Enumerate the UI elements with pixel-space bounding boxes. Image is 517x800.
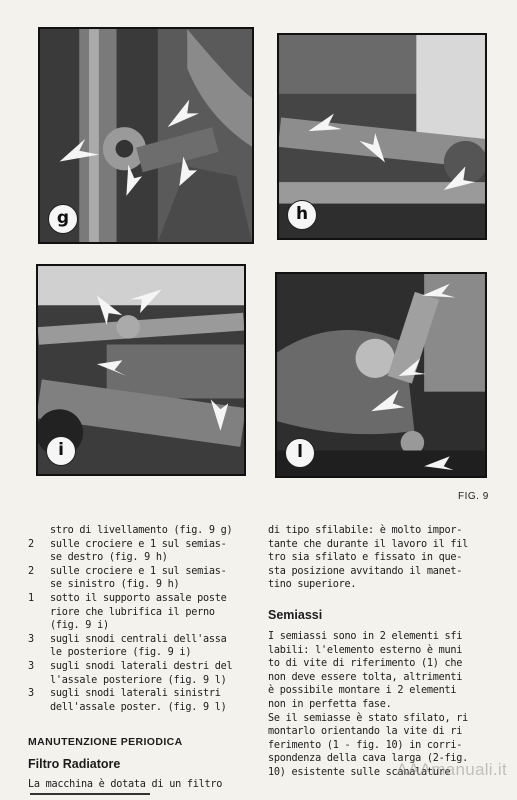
panel-letter-i: i (46, 436, 76, 466)
paragraph-line: montarlo orientando la vite di ri (268, 726, 463, 738)
list-item (28, 687, 256, 714)
paragraph-line: sta posizione avvitando il manet- (268, 565, 463, 577)
panel-letter-h: h (287, 200, 317, 230)
paragraph-line: tro sia sfilato e fissato in que- (268, 552, 463, 564)
section-heading-semiassi: Semiassi (268, 607, 323, 622)
section-heading-maintenance: MANUTENZIONE PERIODICA (28, 736, 183, 749)
item-line: riore che lubrifica il perno (50, 606, 215, 618)
item-line: l'assale posteriore (fig. 9 l) (50, 674, 227, 686)
item-line: dell'assale poster. (fig. 9 l) (50, 701, 227, 713)
paragraph-line: I semiassi sono in 2 elementi sfi (268, 630, 463, 642)
item-count: 3 (28, 660, 34, 672)
item-line: sugli snodi laterali destri del (50, 660, 233, 672)
photo-panel-g (38, 27, 254, 244)
item-count: 2 (28, 538, 34, 550)
list-item (28, 633, 256, 660)
paragraph-line: non deve essere tolta, altrimenti (268, 671, 463, 683)
photo-panel-l (275, 272, 487, 478)
item-line: (fig. 9 i) (50, 620, 109, 632)
paragraph-line: spondenza della cava larga (2-fig. (268, 753, 469, 765)
figure-label: FIG. 9 (458, 491, 489, 502)
item-count: 1 (28, 592, 34, 604)
paragraph-line: to di vite di riferimento (1) che (268, 658, 463, 670)
panel-letter-l: l (285, 438, 315, 468)
paragraph-text: La macchina è dotata di un filtro (28, 779, 223, 791)
list-item (28, 660, 256, 687)
item-line: sugli snodi centrali dell'assa (50, 633, 227, 645)
panel-letter-g: g (48, 204, 78, 234)
subsection-heading-radiator-filter: Filtro Radiatore (28, 757, 121, 772)
item-line: se destro (fig. 9 h) (50, 552, 168, 564)
item-line: sugli snodi laterali sinistri (50, 688, 221, 700)
watermark-text: AAAmanuali.it (396, 760, 507, 779)
item-line: le posteriore (fig. 9 i) (50, 647, 192, 659)
item-line: sulle crociere e 1 sul semias- (50, 565, 227, 577)
paragraph-line: è possibile montare i 2 elementi (268, 685, 457, 697)
footer-rule (30, 793, 150, 795)
item-count: 2 (28, 565, 34, 577)
paragraph-line: Se il semiasse è stato sfilato, ri (268, 712, 469, 724)
paragraph-line: ferimento (1 - fig. 10) in corri- (268, 739, 463, 751)
left-text-column (28, 524, 256, 792)
paragraph-line: di tipo sfilabile: è molto impor- (268, 525, 463, 536)
item-line: se sinistro (fig. 9 h) (50, 579, 180, 591)
list-item (28, 565, 256, 592)
photo-panel-i (36, 264, 246, 476)
intro-line: stro di livellamento (fig. 9 g) (50, 525, 233, 536)
list-item (28, 538, 256, 565)
list-item (28, 592, 256, 633)
item-line: sotto il supporto assale poste (50, 592, 227, 604)
paragraph-line: tino superiore. (268, 579, 357, 591)
paragraph-line: tante che durante il lavoro il fil (268, 538, 469, 550)
paragraph-line: labili: l'elemento esterno è muni (268, 644, 463, 656)
paragraph-line: non in perfetta fase. (268, 698, 392, 710)
item-count: 3 (28, 688, 34, 700)
item-count: 3 (28, 633, 34, 645)
item-line: sulle crociere e 1 sul semias- (50, 538, 227, 550)
paragraph-line: 10) esistente sulle scanalature (268, 766, 451, 778)
photo-panel-h (277, 33, 487, 240)
right-text-column (268, 524, 490, 780)
